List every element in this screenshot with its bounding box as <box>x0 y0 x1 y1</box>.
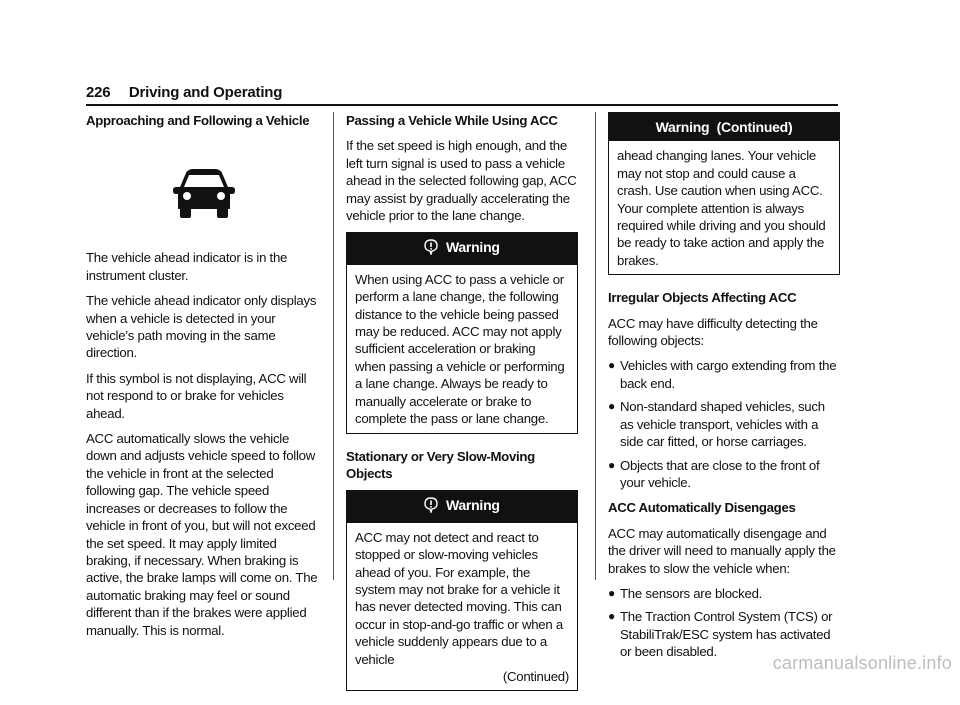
paragraph: If the set speed is high enough, and the left turn signal is used to pass a vehicle ahead in the selected following gap, ACC may assist by gradually accelerating the vehicle prior to the lane change. <box>346 138 577 224</box>
bullet-list <box>608 585 840 661</box>
warning-header: Warning (Continued) <box>609 113 839 141</box>
paragraph: If this symbol is not displaying, ACC will not respond to or brake for vehicles ahead. <box>86 370 307 421</box>
bullet-icon: ● <box>608 399 615 414</box>
bullet-icon: ● <box>608 585 615 600</box>
bullet-icon: ● <box>608 358 615 373</box>
bullet-icon: ● <box>608 457 615 472</box>
warning-box-continued <box>608 112 840 275</box>
warning-icon <box>424 497 438 517</box>
vehicle-ahead-icon <box>86 137 322 249</box>
section-heading: Passing a Vehicle While Using ACC <box>346 113 558 128</box>
bullet-list <box>608 357 840 491</box>
warning-text: ahead changing lanes. Your vehicle may not stop and could cause a crash. Use caution when using ACC. Your complete attention is always required while driving and you should be ready to take action and apply the brakes. <box>617 148 826 268</box>
warning-title: Warning <box>445 497 500 514</box>
paragraph: The vehicle ahead indicator is in the instrument cluster. <box>86 250 288 283</box>
page-header <box>86 84 838 106</box>
column-divider <box>333 112 334 580</box>
paragraph: ACC may have difficulty detecting the following objects: <box>608 315 818 349</box>
list-item: ● The sensors are blocked. <box>608 585 763 601</box>
section-title: Driving and Operating <box>128 84 283 101</box>
warning-header <box>347 491 577 522</box>
warning-box <box>346 232 578 433</box>
column-2 <box>346 112 578 705</box>
warning-text: When using ACC to pass a vehicle or perform a lane change, the following distance to the vehicle being passed may be reduced. ACC may not apply sufficient acceleration or braking when passing a vehicle or performing a lane change. Always be ready to manually accelerate or brake to complete the pass or lane change. <box>355 271 565 427</box>
paragraph: ACC automatically slows the vehicle down and adjusts vehicle speed to follow the vehicle in front at the selected following gap. The vehicle speed increases or decreases to follow the vehicle in front of you, but will not exceed the set speed. It may apply limited braking, if necessary. When braking is active, the brake lamps will come on. The automatic braking may feel or sound different than if the brakes were applied manually. This is normal. <box>86 431 318 638</box>
section-heading: Irregular Objects Affecting ACC <box>608 290 797 306</box>
paragraph: ACC may automatically disengage and the driver will need to manually apply the brakes to slow the vehicle when: <box>608 525 836 576</box>
warning-icon <box>424 239 438 259</box>
warning-text: ACC may not detect and react to stopped or slow-moving vehicles ahead of you. For example, the system may not brake for a vehicle it has never detected moving. This can occur in stop-and-go traffic or when a vehicle suddenly appears due to a vehicle <box>355 529 563 667</box>
page-number: 226 <box>86 84 111 101</box>
continued-label: (Continued) <box>502 668 569 684</box>
column-3 <box>608 112 840 669</box>
warning-box <box>346 490 578 691</box>
list-item: ● The Traction Control System (TCS) or StabiliTrak/ESC system has activated or been disabled. <box>608 609 833 660</box>
warning-header <box>347 233 577 264</box>
watermark: carmanualsonline.info <box>772 653 952 673</box>
bullet-icon: ● <box>608 609 615 624</box>
section-heading: ACC Automatically Disengages <box>608 500 796 516</box>
warning-title: Warning <box>445 239 500 256</box>
paragraph: The vehicle ahead indicator only displays when a vehicle is detected in your vehicle’s path moving in the same direction. <box>86 293 317 361</box>
column-divider <box>595 112 596 580</box>
list-item: ● Non-standard shaped vehicles, such as vehicle transport, vehicles with a side car fitted, or horse carriages. <box>608 399 825 450</box>
list-item: ● Objects that are close to the front of your vehicle. <box>608 457 820 490</box>
section-heading: Stationary or Very Slow-Moving Objects <box>346 448 535 481</box>
column-1 <box>86 112 322 647</box>
list-item: ● Vehicles with cargo extending from the back end. <box>608 358 837 391</box>
section-heading: Approaching and Following a Vehicle <box>86 113 310 128</box>
